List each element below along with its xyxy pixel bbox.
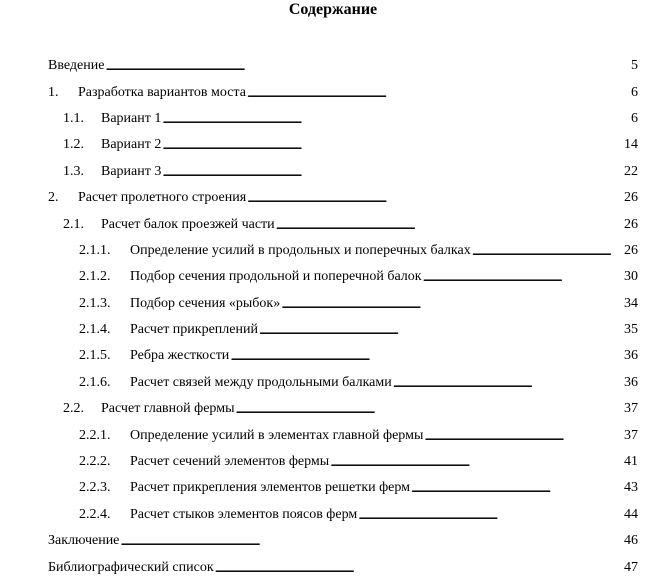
- toc-entry-2-2[interactable]: [0, 396, 666, 422]
- toc-entry-number: 2.2.1.: [79, 427, 111, 443]
- toc-entry-page: 5: [631, 58, 638, 74]
- toc-leader-dots: [247, 191, 623, 207]
- toc-leader-dots: [162, 165, 623, 181]
- toc-leader-dots: [472, 244, 623, 260]
- toc-entry-2-2-3[interactable]: [0, 475, 666, 501]
- toc-leader-dots: [424, 429, 623, 445]
- toc-leader-dots: [120, 534, 623, 550]
- toc-entry-number: 1.3.: [63, 163, 84, 179]
- toc-entry-number: 2.2.2.: [79, 454, 111, 470]
- toc-entry-2-1-1[interactable]: [0, 238, 666, 264]
- toc-entry-page: 35: [624, 322, 638, 338]
- toc-entry-label: Расчет стыков элементов поясов ферм: [130, 506, 358, 522]
- toc-entry-number: 1.2.: [63, 137, 84, 153]
- toc-entry-number: 1.1.: [63, 110, 84, 126]
- toc-leader-dots: [411, 481, 623, 497]
- toc-entry-2-2-2[interactable]: [0, 449, 666, 475]
- toc-leader-dots: [393, 376, 623, 392]
- table-of-contents: [0, 53, 666, 581]
- toc-leader-dots: [235, 402, 623, 418]
- toc-entry-label: Подбор сечения «рыбок»: [130, 295, 281, 311]
- toc-entry-page: 47: [624, 559, 638, 575]
- toc-leader-dots: [215, 561, 623, 577]
- toc-entry-page: 30: [624, 269, 638, 285]
- toc-leader-dots: [230, 349, 623, 365]
- toc-entry-2-2-1[interactable]: [0, 422, 666, 448]
- toc-entry-1-3[interactable]: [0, 159, 666, 185]
- toc-entry-label: Ребра жесткости: [130, 348, 230, 364]
- toc-entry-2-1-4[interactable]: [0, 317, 666, 343]
- toc-entry-label: Расчет балок проезжей части: [101, 216, 275, 232]
- toc-entry-number: 2.1.6.: [79, 374, 111, 390]
- toc-entry-number: 2.1.: [63, 216, 84, 232]
- toc-entry-number: 2.1.2.: [79, 269, 111, 285]
- toc-entry-label: Заключение: [48, 533, 120, 549]
- toc-entry-label: Определение усилий в элементах главной фермы: [130, 427, 424, 443]
- toc-entry-bibliography[interactable]: [0, 554, 666, 580]
- toc-entry-number: 1.: [48, 84, 59, 100]
- toc-entry-page: 34: [624, 295, 638, 311]
- toc-entry-label: Расчет сечений элементов фермы: [130, 454, 330, 470]
- toc-leader-dots: [247, 86, 630, 102]
- toc-leader-dots: [330, 455, 623, 471]
- toc-entry-page: 36: [624, 348, 638, 364]
- toc-entry-label: Расчет главной фермы: [101, 401, 235, 417]
- toc-entry-label: Определение усилий в продольных и поперечных балках: [130, 242, 471, 258]
- toc-leader-dots: [358, 508, 623, 524]
- toc-entry-number: 2.2.: [63, 401, 84, 417]
- toc-entry-1[interactable]: [0, 79, 666, 105]
- toc-entry-page: 37: [624, 427, 638, 443]
- toc-entry-number: 2.2.4.: [79, 506, 111, 522]
- toc-entry-number: 2.: [48, 190, 59, 206]
- toc-entry-number: 2.1.4.: [79, 322, 111, 338]
- toc-entry-page: 36: [624, 374, 638, 390]
- toc-entry-label: Подбор сечения продольной и поперечной балок: [130, 269, 422, 285]
- toc-entry-number: 2.1.5.: [79, 348, 111, 364]
- toc-entry-1-2[interactable]: [0, 132, 666, 158]
- toc-entry-2-1-6[interactable]: [0, 370, 666, 396]
- toc-entry-2-1-3[interactable]: [0, 291, 666, 317]
- toc-leader-dots: [259, 323, 623, 339]
- toc-entry-page: 41: [624, 454, 638, 470]
- toc-entry-page: 14: [624, 137, 638, 153]
- toc-entry-label: Разработка вариантов моста: [78, 84, 246, 100]
- toc-entry-2-2-4[interactable]: [0, 502, 666, 528]
- toc-entry-label: Вариант 1: [101, 110, 162, 126]
- toc-entry-page: 26: [624, 190, 638, 206]
- toc-leader-dots: [276, 218, 623, 234]
- toc-entry-number: 2.1.3.: [79, 295, 111, 311]
- page-title: Содержание: [288, 1, 378, 18]
- toc-entry-label: Вариант 3: [101, 163, 162, 179]
- toc-entry-label: Расчет пролетного строения: [78, 190, 247, 206]
- toc-entry-introduction[interactable]: [0, 53, 666, 79]
- toc-leader-dots: [162, 112, 630, 128]
- toc-entry-number: 2.1.1.: [79, 242, 111, 258]
- toc-entry-page: 26: [624, 216, 638, 232]
- toc-entry-page: 6: [631, 110, 638, 126]
- toc-entry-page: 44: [624, 506, 638, 522]
- toc-entry-conclusion[interactable]: [0, 528, 666, 554]
- toc-leader-dots: [105, 59, 630, 75]
- toc-entry-label: Расчет прикрепления элементов решетки ферм: [130, 480, 411, 496]
- toc-entry-2-1-5[interactable]: [0, 343, 666, 369]
- toc-leader-dots: [423, 270, 623, 286]
- toc-entry-page: 26: [624, 242, 638, 258]
- toc-entry-page: 46: [624, 533, 638, 549]
- toc-entry-number: 2.2.3.: [79, 480, 111, 496]
- toc-entry-page: 22: [624, 163, 638, 179]
- toc-entry-label: Введение: [48, 58, 105, 74]
- toc-entry-label: Вариант 2: [101, 137, 162, 153]
- toc-entry-page: 37: [624, 401, 638, 417]
- toc-leader-dots: [281, 297, 623, 313]
- toc-entry-1-1[interactable]: [0, 106, 666, 132]
- toc-entry-2-1[interactable]: [0, 211, 666, 237]
- toc-entry-page: 43: [624, 480, 638, 496]
- toc-entry-2[interactable]: [0, 185, 666, 211]
- toc-leader-dots: [162, 138, 623, 154]
- toc-entry-label: Библиографический список: [48, 559, 214, 575]
- toc-entry-page: 6: [631, 84, 638, 100]
- toc-entry-label: Расчет связей между продольными балками: [130, 374, 392, 390]
- toc-entry-2-1-2[interactable]: [0, 264, 666, 290]
- toc-entry-label: Расчет прикреплений: [130, 322, 258, 338]
